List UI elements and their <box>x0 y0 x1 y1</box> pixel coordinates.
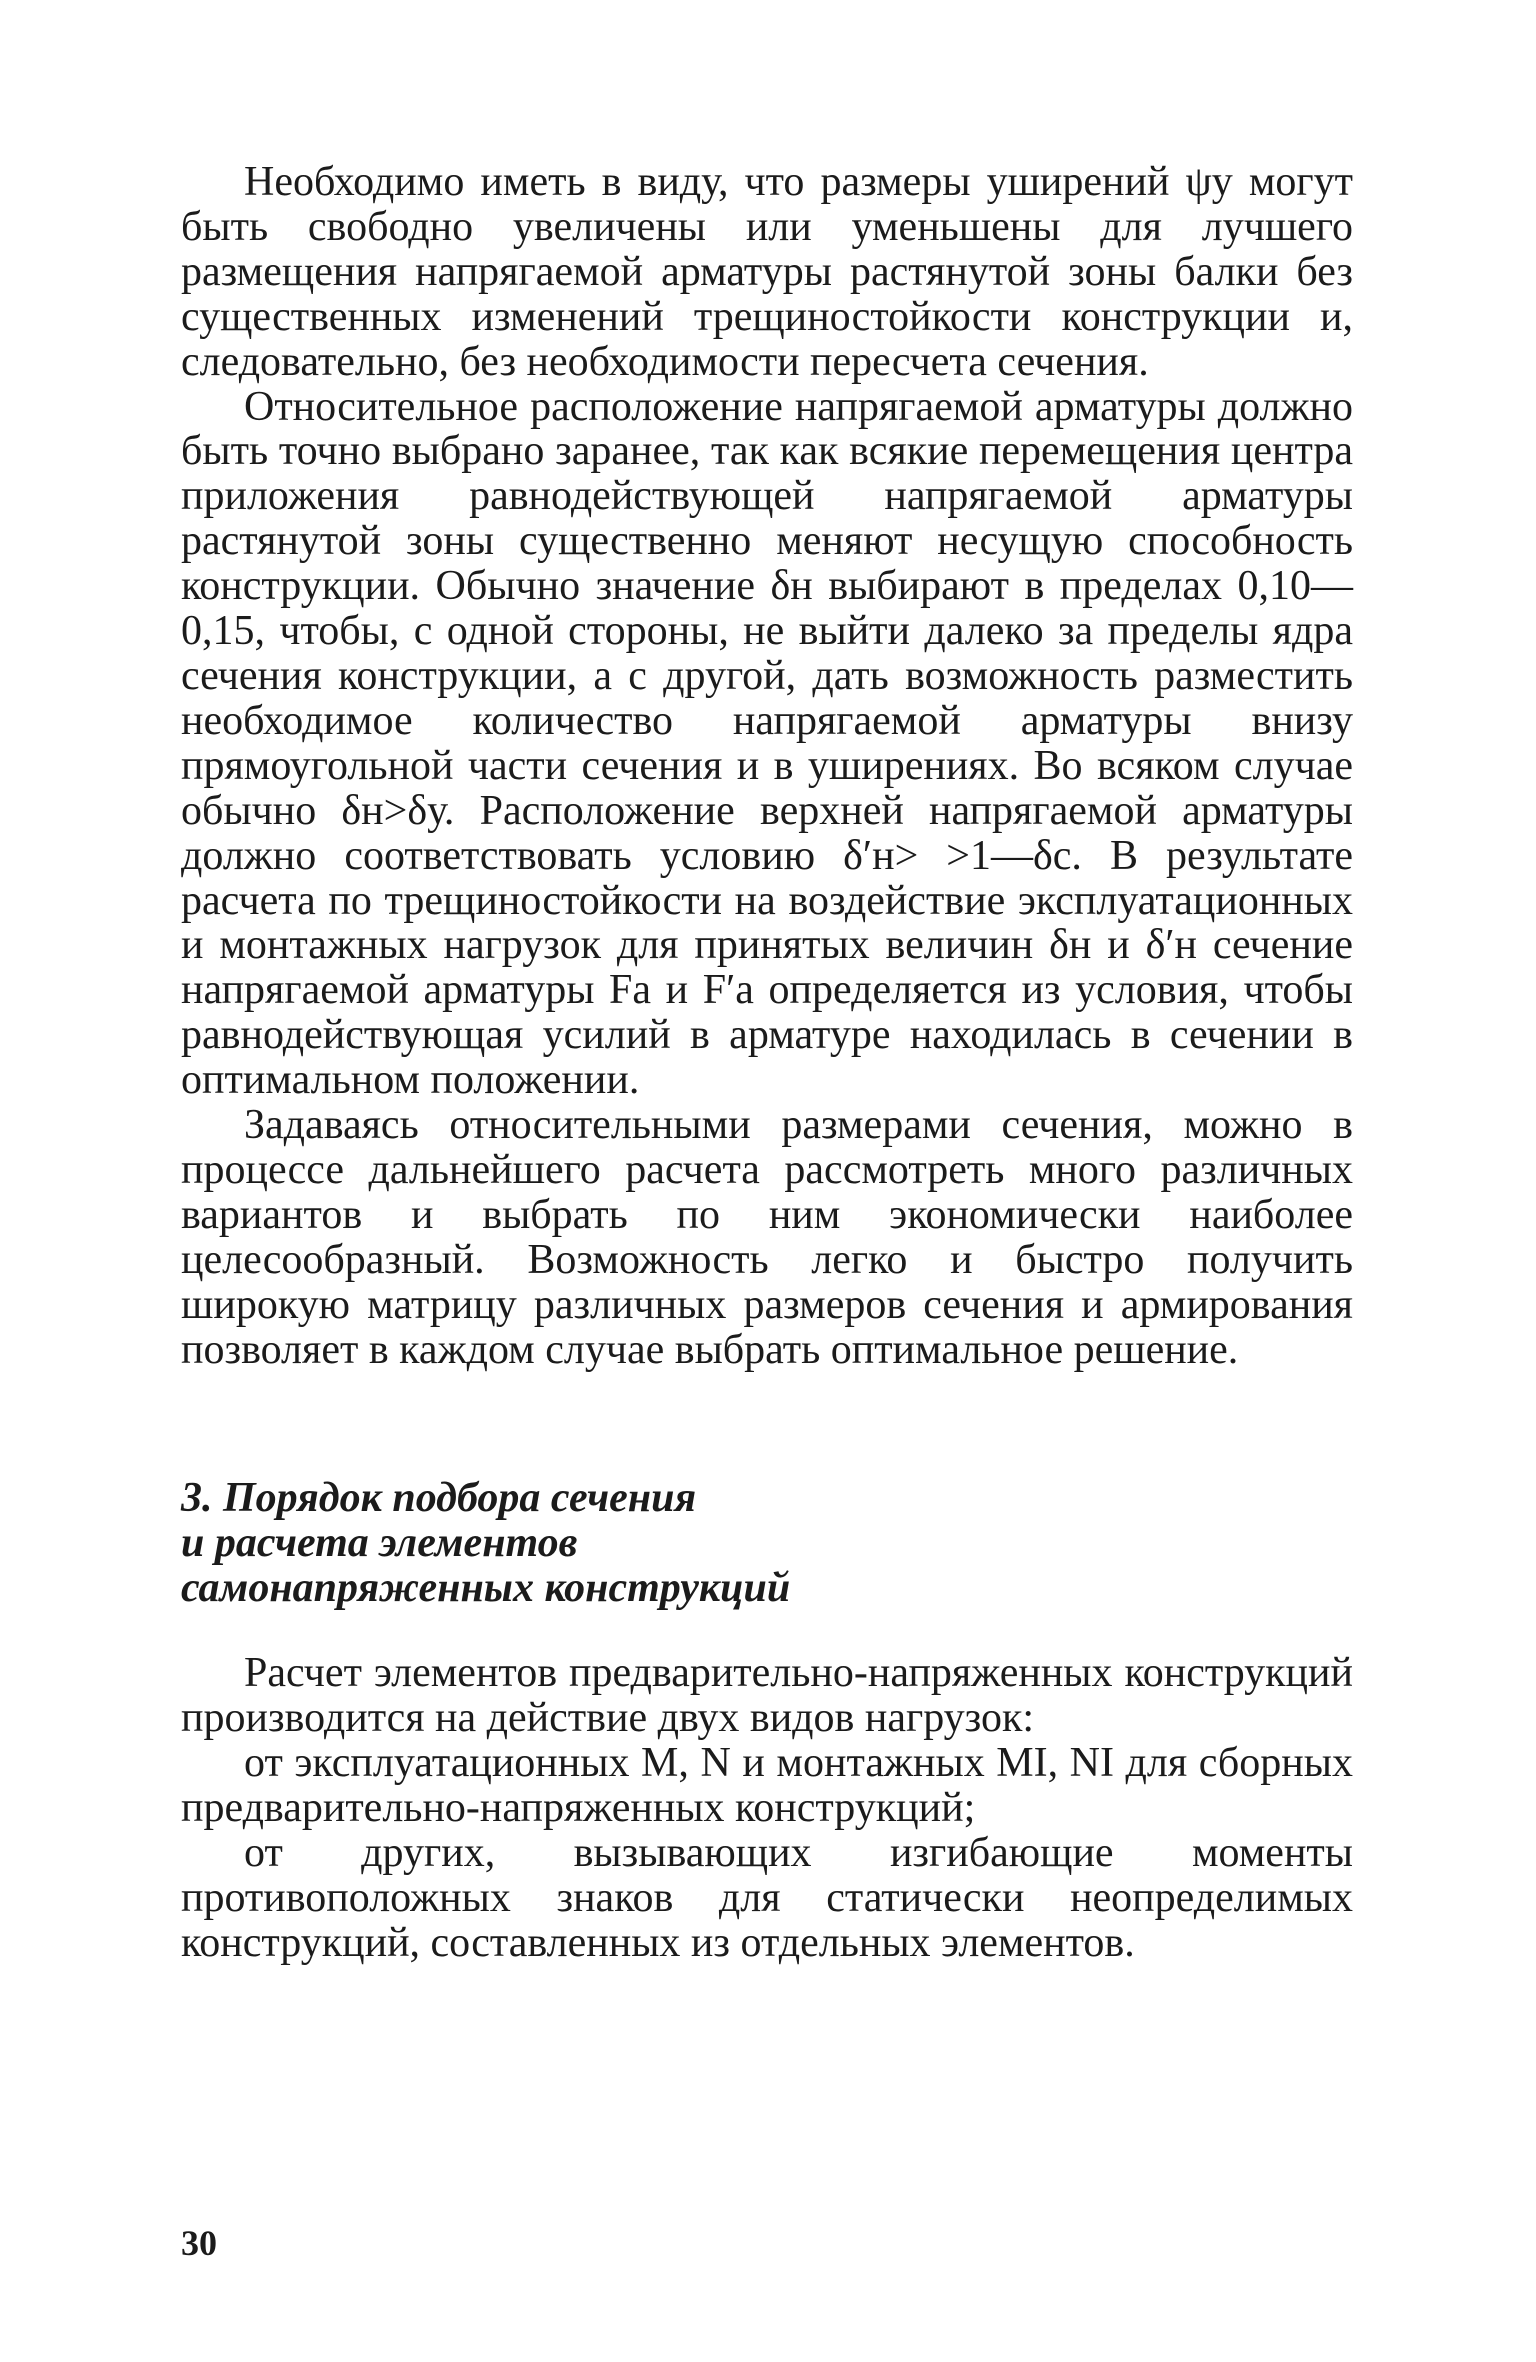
paragraph-3: Задаваясь относительными размерами сечения, можно в процессе дальнейшего расчета рассмотреть много различных вариантов и выбрать по ним экономически наиболее целесообразный. Возможность легко и быстро получить широкую матрицу различных размеров сечения и армирования позволяет в каждом случае выбрать оптимальное решение. <box>181 1102 1353 1373</box>
section-heading-line-3: самонапряженных конструкций <box>181 1565 791 1612</box>
section-heading-line-1: 3. Порядок подбора сечения <box>181 1475 697 1522</box>
load-item-2: от других, вызывающих изгибающие моменты противоположных знаков для статически неопределимых конструкций, составленных из отдельных элементов. <box>181 1830 1353 1966</box>
paragraph-1: Необходимо иметь в виду, что размеры уширений ψу могут быть свободно увеличены или уменьшены для лучшего размещения напрягаемой арматуры растянутой зоны балки без существенных изменений трещиностойкости конструкции и, следовательно, без необходимости пересчета сечения. <box>181 159 1353 385</box>
section-intro: Расчет элементов предварительно-напряженных конструкций производится на действие двух видов нагрузок: <box>181 1650 1353 1742</box>
page-number: 30 <box>181 2223 217 2263</box>
page-content <box>181 160 1353 1966</box>
section-heading-line-2: и расчета элементов <box>181 1520 578 1567</box>
paragraph-2: Относительное расположение напрягаемой арматуры должно быть точно выбрано заранее, так как всякие перемещения центра приложения равнодействующей напрягаемой арматуры растянутой зоны существенно меняют несущую способность конструкции. Обычно значение δн выбирают в пределах 0,10—0,15, чтобы, с одной стороны, не выйти далеко за пределы ядра сечения конструкции, а с другой, дать возможность разместить необходимое количество напрягаемой арматуры внизу прямоугольной части сечения и в уширениях. Во всяком случае обычно δн>δу. Расположение верхней напрягаемой арматуры должно соответствовать условию δ′н> >1—δс. В результате расчета по трещиностойкости на воздействие эксплуатационных и монтажных нагрузок для принятых величин δн и δ′н сечение напрягаемой арматуры Fа и F′а определяется из условия, чтобы равнодействующая усилий в арматуре находилась в сечении в оптимальном положении. <box>181 383 1353 1104</box>
load-item-1: от эксплуатационных M, N и монтажных MI, NI для сборных предварительно-напряженных конструкций; <box>181 1740 1353 1832</box>
section-heading <box>181 1476 1353 1611</box>
